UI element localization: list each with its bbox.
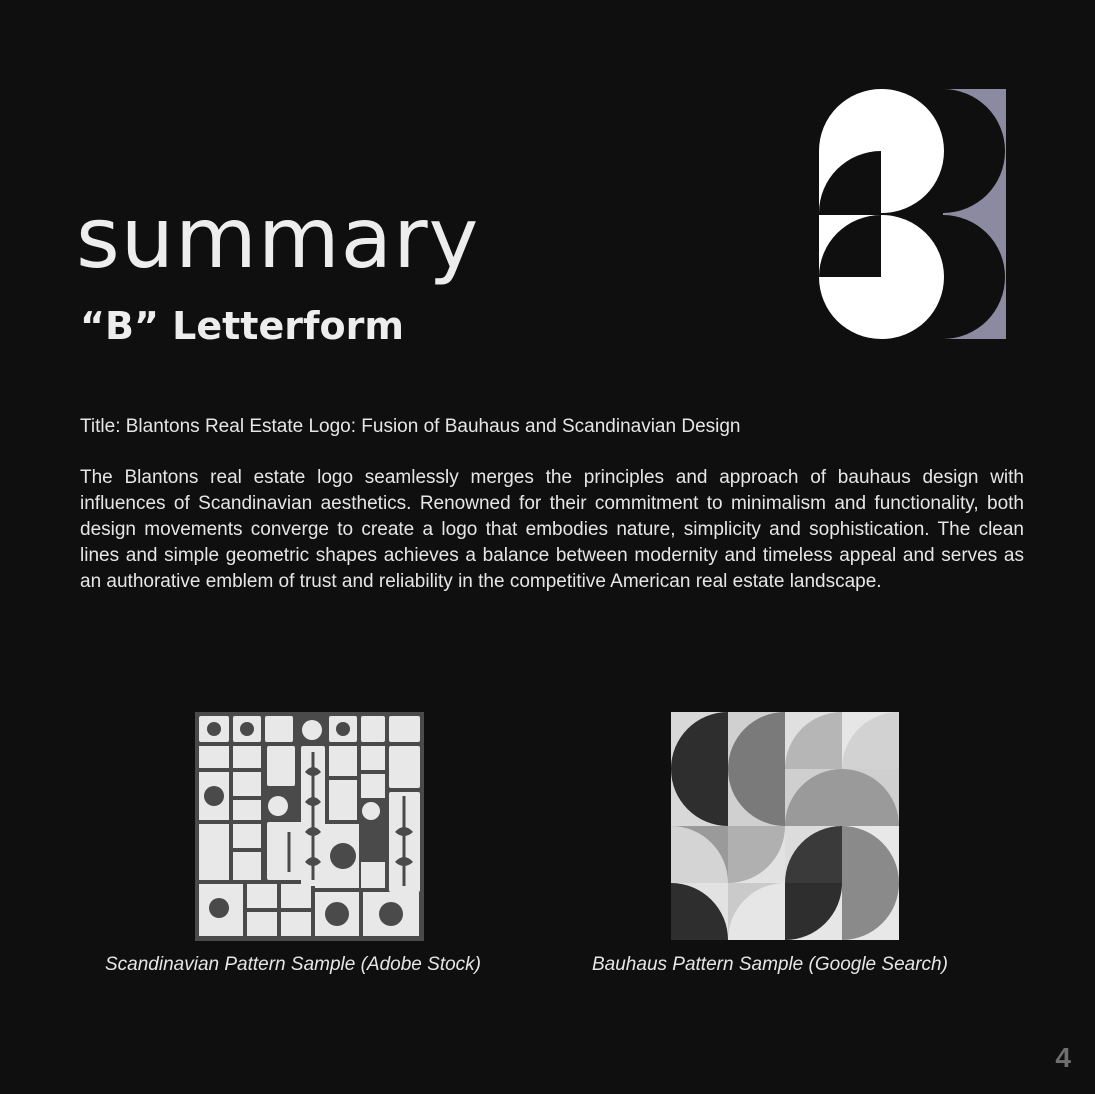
page-title: summary — [76, 189, 480, 287]
bauhaus-sample-caption: Bauhaus Pattern Sample (Google Search) — [592, 954, 948, 975]
b-letterform-logo-icon — [819, 89, 1006, 339]
bauhaus-pattern-image — [671, 712, 899, 940]
document-title: Title: Blantons Real Estate Logo: Fusion of Bauhaus and Scandinavian Design — [80, 416, 741, 437]
page-number: 4 — [1055, 1042, 1071, 1073]
summary-paragraph: The Blantons real estate logo seamlessly merges the principles and approach of bauhaus design with influences of Scandinavian aesthetics. Renowned for their commitment to minimalism and functionality, both design movements converge to create a logo that embodies nature, simplicity and sophistication. The clean lines and simple geometric shapes achieves a balance between modernity and timeless appeal and serves as an authorative emblem of trust and reliability in the competitive American real estate landscape. — [80, 467, 1024, 592]
scandinavian-sample-caption: Scandinavian Pattern Sample (Adobe Stock) — [105, 954, 481, 975]
scandinavian-pattern-image — [195, 712, 424, 941]
page-subtitle: “B” Letterform — [80, 304, 404, 348]
